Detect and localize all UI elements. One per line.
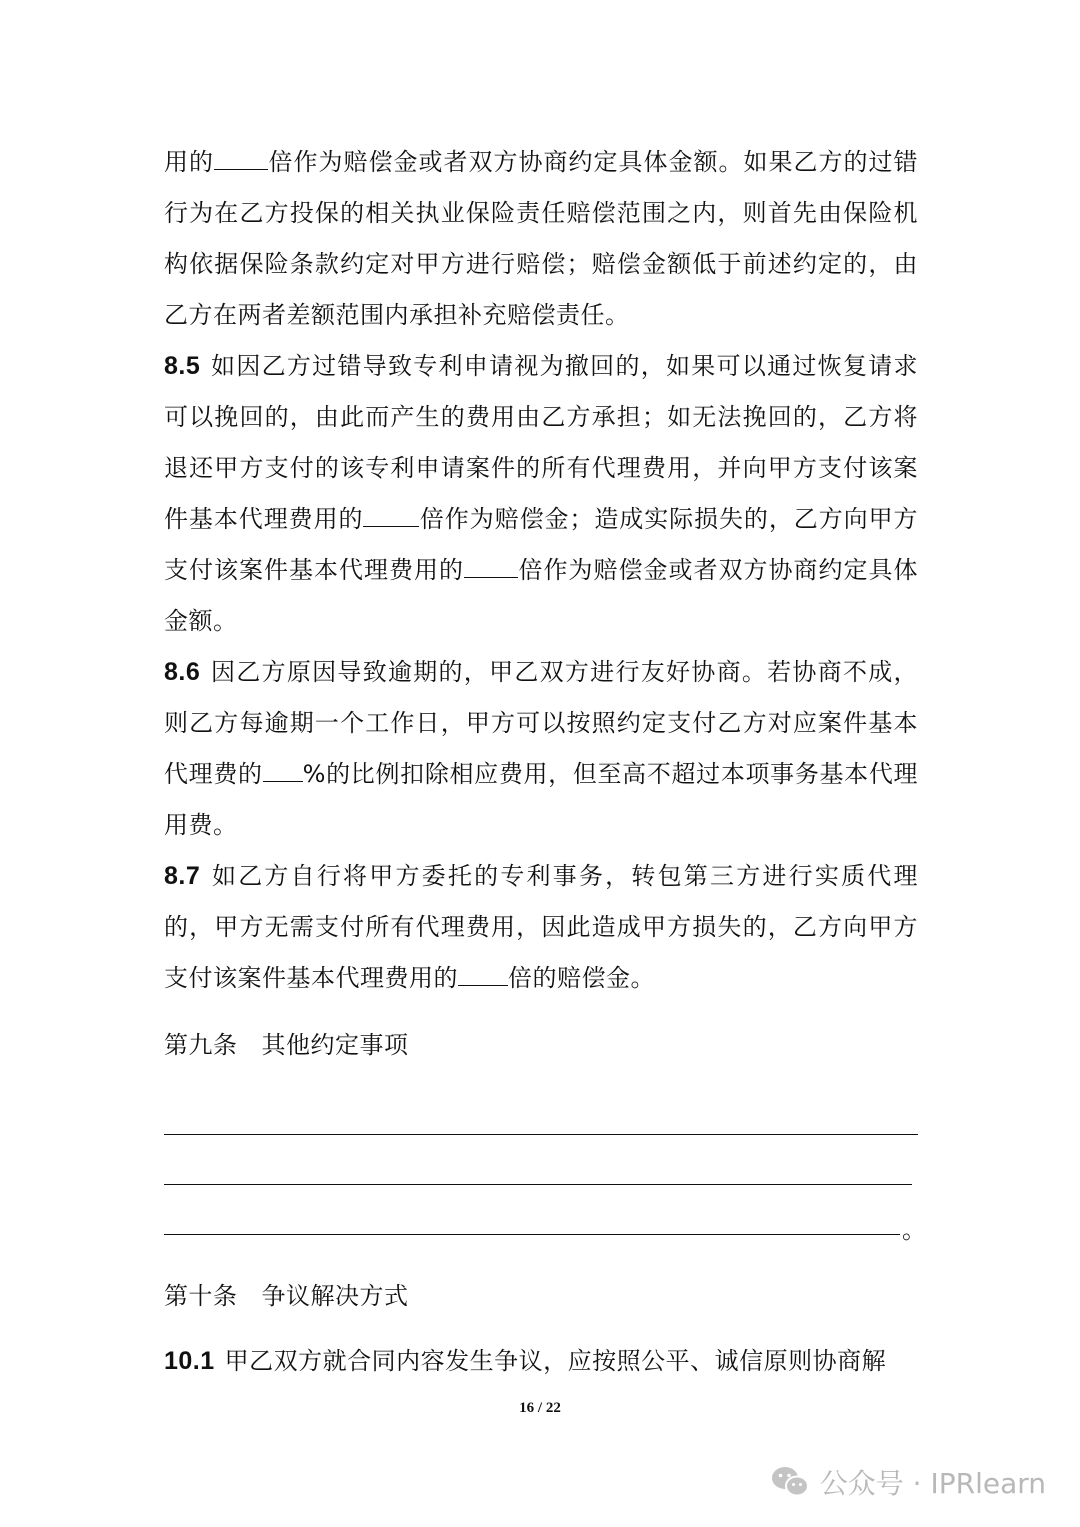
text: 因乙方原因导致逾期的，甲乙双方进行友好协商。若协商不成，则乙方每逾期一个工作日，甲方可以按照约定支付乙方对应案件基本代理费的: [164, 658, 918, 788]
text: 如因乙方过错导致专利申请视为撤回的，如果可以通过恢复请求可以挽回的，由此而产生的费用由乙方承担；如无法挽回的，乙方将退还甲方支付的该专利申请案件的所有代理费用，并向甲方支付该案件基本代理费用的: [164, 352, 918, 533]
fill-line-3: [164, 1199, 926, 1249]
text: 倍作为赔偿金或者双方协商约定具体金额。: [164, 556, 918, 635]
document-body: [164, 137, 926, 1387]
text: %的比例扣除相应费用，但至高不超过本项事务基本代理用费。: [164, 760, 918, 839]
article-9-heading: [164, 1020, 918, 1071]
text: 如乙方自行将甲方委托的专利事务，转包第三方进行实质代理的，甲方无需支付所有代理费用，因此造成甲方损失的，乙方向甲方支付该案件基本代理费用的: [164, 862, 918, 992]
watermark: [770, 1462, 1046, 1502]
watermark-text: 公众号 · IPRlearn: [819, 1467, 1046, 1500]
text: 甲乙双方就合同内容发生争议，应按照公平、诚信原则协商解: [224, 1347, 887, 1375]
article-label: 第九条: [164, 1031, 238, 1059]
page-number: 16 / 22: [519, 1400, 561, 1416]
article-label: 第十条: [164, 1282, 238, 1310]
underline: [164, 1134, 918, 1135]
clause-8-7: [164, 851, 918, 1004]
clause-number: 8.5: [164, 352, 201, 380]
clause-8-6: [164, 647, 918, 851]
clause-10-1: [164, 1336, 918, 1387]
fill-line-2: [164, 1149, 918, 1199]
article-title: 争议解决方式: [261, 1282, 409, 1310]
fill-blank: [214, 147, 268, 170]
fill-blank: [363, 504, 419, 527]
clause-number: 10.1: [164, 1347, 215, 1375]
article-10-heading: [164, 1271, 918, 1322]
clause-8-5: [164, 341, 918, 647]
fill-blank: [464, 555, 518, 578]
clause-number: 8.6: [164, 658, 201, 686]
end-mark: 。: [902, 1216, 926, 1244]
fill-blank: [263, 759, 303, 782]
fill-line-1: [164, 1099, 918, 1149]
paragraph-8-4-continued: [164, 137, 918, 341]
fill-blank: [458, 963, 508, 986]
text: 用的: [164, 148, 214, 176]
article-title: 其他约定事项: [261, 1031, 409, 1059]
underline: [164, 1234, 900, 1235]
text: 倍作为赔偿金；造成实际损失的，乙方向甲方支付该案件基本代理费用的: [164, 505, 919, 584]
wechat-icon: [770, 1465, 810, 1499]
text: 倍的赔偿金。: [508, 964, 655, 992]
clause-number: 8.7: [164, 862, 201, 890]
text: 倍作为赔偿金或者双方协商约定具体金额。如果乙方的过错行为在乙方投保的相关执业保险责任赔偿范围之内，则首先由保险机构依据保险条款约定对甲方进行赔偿；赔偿金额低于前述约定的，由乙方在两者差额范围内承担补充赔偿责任。: [164, 148, 918, 329]
underline: [164, 1184, 912, 1185]
